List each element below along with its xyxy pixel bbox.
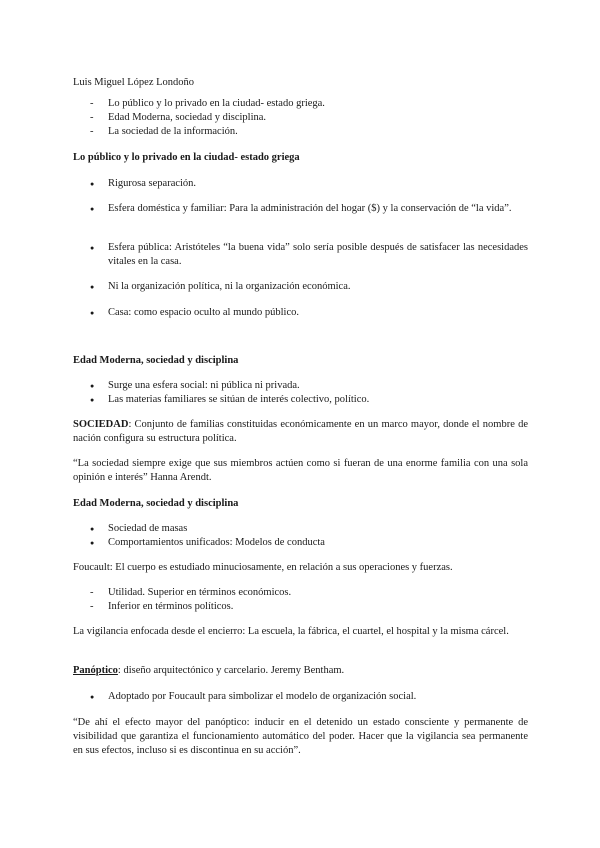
foucault-paragraph: Foucault: El cuerpo es estudiado minuciosamente, en relación a sus operaciones y fuerzas.	[73, 562, 453, 573]
list-item: ● Esfera pública: Aristóteles “la buena vida” solo sería posible después de satisfacer las necesidades vitales en la casa.	[90, 241, 528, 269]
section1-list	[90, 241, 528, 269]
list-item: ● Rigurosa separación.	[90, 177, 528, 191]
index-list	[90, 97, 510, 139]
list-item: ● Sociedad de masas	[90, 522, 528, 536]
section2-list	[90, 379, 528, 407]
list-item: ● Adoptado por Foucault para simbolizar el modelo de organización social.	[90, 690, 528, 704]
panoptico-term: Panóptico	[73, 665, 118, 676]
panoptico-quote: “De ahí el efecto mayor del panóptico: inducir en el detenido un estado consciente y permanente de visibilidad que garantiza el funcionamiento automático del poder. Hacer que la vigilancia sea permanente en sus efectos, incluso si es discontinua en su acción”.	[73, 717, 528, 756]
panoptico-list	[90, 690, 528, 704]
vigilancia-paragraph: La vigilancia enfocada desde el encierro: La escuela, la fábrica, el cuartel, el hospital y la misma cárcel.	[73, 626, 509, 637]
section1-heading: Lo público y lo privado en la ciudad- estado griega	[73, 152, 300, 163]
list-item: ● Casa: como espacio oculto al mundo público.	[90, 306, 528, 320]
section3-list	[90, 522, 528, 550]
dash-item: - Inferior en términos políticos.	[90, 600, 510, 614]
sociedad-term: SOCIEDAD	[73, 419, 129, 430]
section3-heading: Edad Moderna, sociedad y disciplina	[73, 498, 239, 509]
arendt-quote: “La sociedad siempre exige que sus miembros actúen como si fueran de una enorme familia con una sola opinión e interés” Hanna Arendt.	[73, 458, 528, 483]
sociedad-text: : Conjunto de familias constituidas económicamente en un marco mayor, donde el nombre de nación configura su estructura política.	[73, 419, 528, 444]
foucault-dash-list	[90, 586, 510, 614]
section1-list	[90, 177, 528, 191]
list-item: ● Esfera doméstica y familiar: Para la administración del hogar ($) y la conservación de “la vida”.	[90, 202, 528, 216]
sociedad-definition	[73, 418, 528, 446]
list-item: ● Ni la organización política, ni la organización económica.	[90, 280, 528, 294]
list-item: ● Surge una esfera social: ni pública ni privada.	[90, 379, 528, 393]
index-item: - La sociedad de la información.	[90, 125, 510, 139]
section1-list	[90, 306, 528, 320]
author-name: Luis Miguel López Londoño	[73, 77, 195, 88]
list-item: ● Las materias familiares se sitúan de interés colectivo, político.	[90, 393, 528, 407]
panoptico-paragraph	[73, 664, 528, 678]
section1-list	[90, 280, 528, 294]
index-item: - Lo público y lo privado en la ciudad- estado griega.	[90, 97, 510, 111]
section2-heading: Edad Moderna, sociedad y disciplina	[73, 355, 239, 366]
index-item: - Edad Moderna, sociedad y disciplina.	[90, 111, 510, 125]
list-item: ● Comportamientos unificados: Modelos de conducta	[90, 536, 528, 550]
dash-item: - Utilidad. Superior en términos económicos.	[90, 586, 510, 600]
panoptico-text: : diseño arquitectónico y carcelario. Jeremy Bentham.	[117, 665, 345, 676]
section1-list	[90, 202, 528, 216]
